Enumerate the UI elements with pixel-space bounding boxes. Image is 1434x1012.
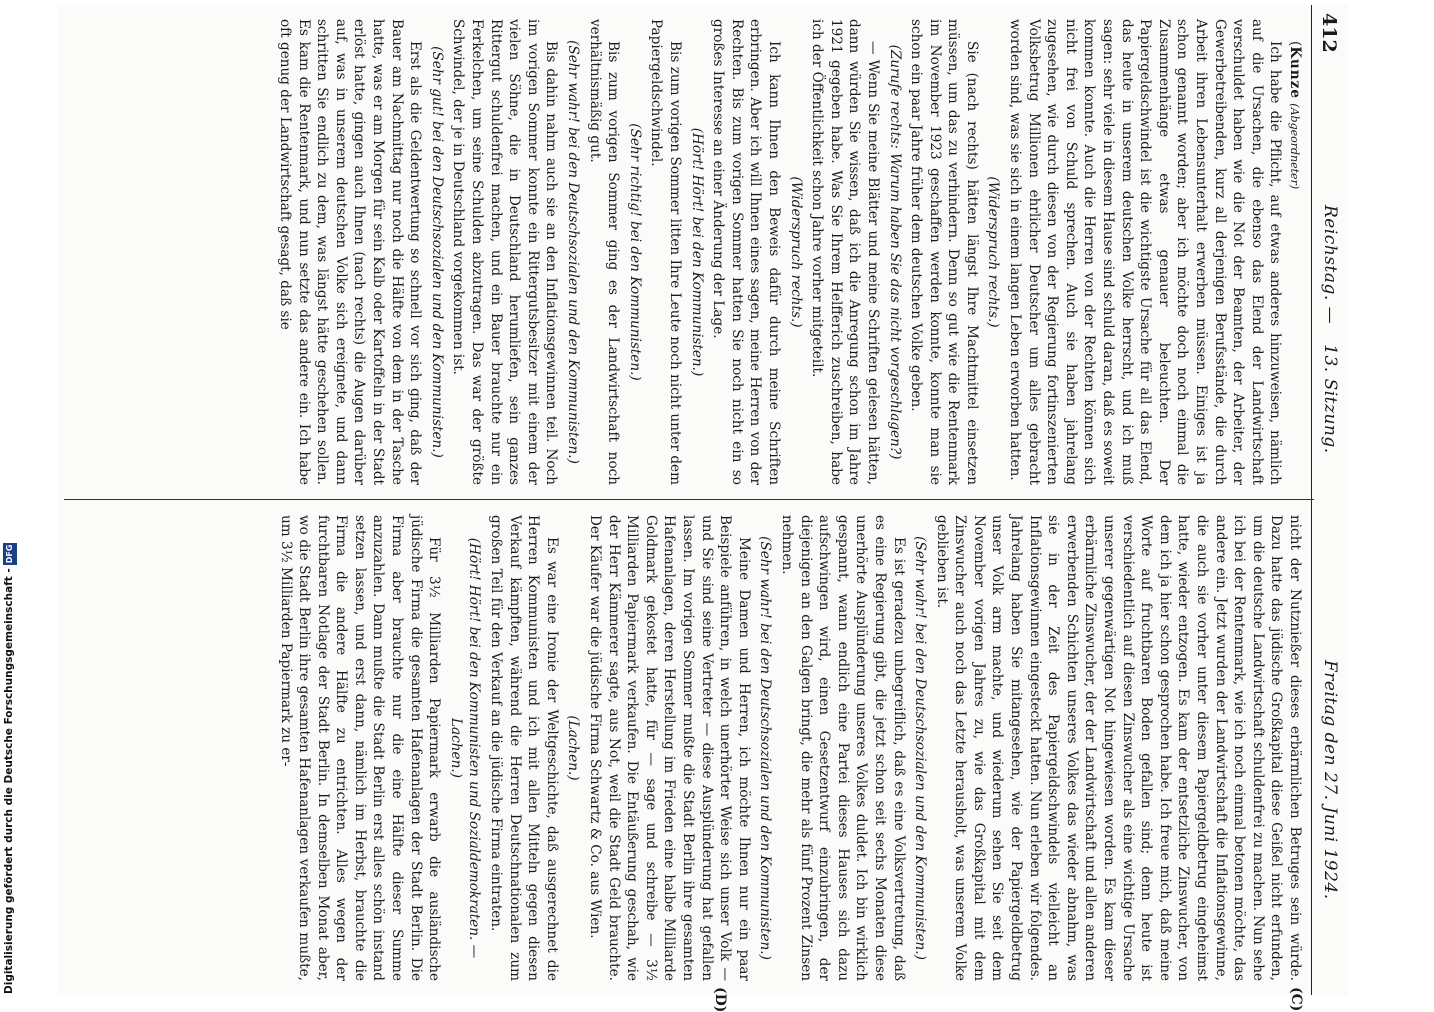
paragraph: Sie (nach rechts) hätten längst Ihre Machtmittel einsetzen müssen, um das zu verhindern. Denn so gut wie die Rentenmark im November 1923 geschaffen werden konnte, konnte man sie schon ein paar Jahre früher dem deutschen Volke geben. [907, 19, 981, 485]
paragraph: Für 3½ Milliarden Papiermark erwarb die ausländische jüdische Firma die gesamten Hafenanlagen der Stadt Berlin. Die Firma aber brauchte nur die eine Hälfte dieser Summe anzuzahlen. Dann mußte die Stadt Berlin erst alles schön instand setzen lassen, und erst dann, nämlich im Herbst, brauchte die Firma die andere Hälfte zu entrichten. Alles wegen der furchtbaren Notlage der Stadt Berlin. In demselben Monat aber, wo die Stadt Berlin ihre gesamten Hafenanlagen verkaufen mußte, um 3½ Milliarden Papiermark zu er- [276, 515, 443, 981]
margin-marker-c: (C) [1288, 987, 1304, 1011]
interjection: (Sehr wahr! bei den Deutschsozialen und den Kommunisten.) [756, 515, 775, 981]
page-number: 412 [1318, 13, 1340, 53]
interjection: (Sehr wahr! bei den Deutschsozialen und den Kommunisten.) [911, 515, 930, 981]
chamber-label: Reichstag. — [1320, 205, 1340, 324]
paragraph: Bis dahin nahm auch sie an den Inflationsgewinnen teil. Noch im vorigen Sommer konnte ein Rittergutsbesitzer mit einem der vielen Söhne, die in Deutschland herumliefen, sein ganzes Rittergut schuldenfrei machen, und ein Bauer brauchte nur ein Ferkelchen, um seine Schulden abzutragen. Das war der größte Schwindel, der je in Deutschland vorgekommen ist. [449, 19, 561, 485]
paragraph: Es war eine Ironie der Weltgeschichte, daß ausgerechnet die Herren Kommunisten und ich mit allen Mitteln gegen diesen Verkauf kämpften, während die Herren Deutschnationalen zum großen Teil für den Verkauf an die jüdische Firma eintraten. [486, 515, 560, 981]
interjection: (Sehr wahr! bei den Deutschsozialen und den Kommunisten.) [563, 19, 582, 485]
margin-marker-d: (D) [712, 987, 728, 1012]
paragraph: Bis zum vorigen Sommer ging es der Landwirtschaft noch verhältnismäßig gut. [585, 19, 622, 485]
paragraph: Meine Damen und Herren, ich möchte Ihnen nur ein paar Beispiele anführen, in welch unerhörter Weise sich unser Volk — und Sie sind seine Vertreter — diese Ausplünderung hat gefallen lassen. Im vorigen Sommer mußte die Stadt Berlin ihre gesamten Hafenanlagen, deren Herstellung im Frieden eine halbe Milliarde Goldmark gekostet hatte, für — sage und schreibe — 3½ Milliarden Papiermark verkaufen. Die Entäußerung geschah, wie der Herr Kämmerer sagte, aus Not, weil die Stadt Geld brauchte. Der Käufer war die jüdische Firma Schwartz & Co. aus Wien. [585, 515, 752, 981]
interjection: (Widerspruch rechts.) [786, 19, 805, 485]
header-rule [1311, 5, 1312, 995]
credit-text: Digitalisierung gefördert durch die Deutsche Forschungsgemeinschaft - [3, 568, 15, 994]
interjection: (Sehr richtig! bei den Kommunisten.) [625, 19, 644, 485]
speaker-name: Kunze [1287, 46, 1303, 99]
dfg-logo-icon: DFG [3, 543, 17, 566]
interjection: (Zurufe rechts: Warum haben Sie das nicht vorgeschlagen?) [885, 19, 904, 485]
left-column [276, 19, 1304, 485]
column-separator [64, 499, 1314, 500]
paragraph: Es ist geradezu unbegreiflich, daß es eine Volksvertretung, daß es eine Regierung gibt, die jetzt schon seit sechs Monaten diese unerhörte Ausplünderung unseres Volkes duldet. Ich bin wirklich gespannt, wann endlich eine Partei dieses Hauses sich dazu aufschwingen wird, einen Gesetzentwurf einzubringen, der diejenigen an den Galgen bringt, die mehr als fünf Prozent Zinsen nehmen. [777, 515, 907, 981]
scanned-page [58, 5, 1348, 995]
paragraph: — Wenn Sie meine Blätter und meine Schriften gelesen hätten, dann würden Sie wissen, daß ich die Anregung schon im Jahre 1921 gegeben habe. Was Sie Ihrem Helfferich zuschreiben, habe ich der Öffentlichkeit schon Jahre vorher mitgeteilt. [808, 19, 882, 485]
interjection: (Lachen.) [564, 515, 583, 981]
session-date: Freitag den 27. Juni 1924. [1320, 660, 1340, 900]
interjection: (Widerspruch rechts.) [984, 19, 1003, 485]
paragraph: Ich kann Ihnen den Beweis dafür durch meine Schriften erbringen. Aber ich will Ihnen eines sagen, meine Herren von der Rechten. Bis zum vorigen Sommer hatten Sie noch nicht ein so großes Interesse an einer Änderung der Lage. [709, 19, 783, 485]
paragraph: Ich habe die Pflicht, auf etwas anderes hinzuweisen, nämlich auf die Ursachen, die ebenso das Elend der Landwirtschaft verschuldet haben wie die Not der Beamten, der Arbeiter, der Gewerbetreibenden, kurz all derjenigen Berufsstände, die durch Arbeit ihren Lebensunterhalt erwerben müssen. Einiges ist ja schon genannt worden; aber ich möchte doch noch einmal die Zusammenhänge etwas genauer beleuchten. Der Papiergeldschwindel ist die wichtigste Ursache für all das Elend, das heute in unserem deutschen Volke herrscht, und ich muß sagen: sehr viele in diesem Hause sind schuld daran, daß es soweit kommen konnte. Auch die Herren von der Rechten können sich nicht frei von Schuld sprechen. Auch sie haben jahrelang zugesehen, wie durch diesen von der Regierung fortinszenierten Volksbetrug Millionen ehrlicher Deutscher um alles gebracht worden sind, was sie sich in einem langen Leben erworben hatten. [1006, 19, 1285, 485]
speaker-suffix: (Abgeordneter) [1288, 103, 1301, 189]
interjection: (Hört! Hört! bei den Kommunisten.) [687, 19, 706, 485]
session-label: 13. Sitzung. [1320, 344, 1340, 454]
interjection: (Hört! Hört! bei den Kommunisten und Sozialdemokraten. — Lachen.) [446, 515, 483, 981]
right-column [276, 515, 1304, 981]
paragraph: Erst als die Geldentwertung so schnell vor sich ging, daß der Bauer am Nachmittag nur noch die Hälfte von dem in der Tasche hatte, was er am Morgen für sein Kalb oder Kartoffeln in der Stadt erlöst hatte, gingen auch Ihnen (nach rechts) die Augen darüber auf, was in unserem deutschen Volke sich ereignete, und dann schritten Sie endlich zu dem, was längst hätte geschehen sollen. Es kam die Rentenmark, und nun setzte das andere ein. Ich habe oft genug der Landwirtschaft gesagt, daß sie [276, 19, 425, 485]
speaker-line: (Kunze (Abgeordneter) [1284, 19, 1304, 485]
paragraph: Bis zum vorigen Sommer litten Ihre Leute noch nicht unter dem Papiergeldschwindel. [647, 19, 684, 485]
page-header [1314, 5, 1340, 995]
interjection: (Sehr gut! bei den Deutschsozialen und den Kommunisten.) [427, 19, 446, 485]
paragraph: nicht der Nutznießer dieses erbärmlichen Betruges sein würde. Dazu hatte das jüdische Großkapital diese Geißel nicht erfunden, um die deutsche Landwirtschaft schuldenfrei zu machen. Nun sehe ich bei der Rentenmark, wie ich noch einmal betonen möchte, das andere ein. Jetzt wurden der Landwirtschaft die Inflationsgewinne, die auch sie vorher unter diesem Papiergeldbetrug eingeheimst hatte, wieder entzogen. Es kam der entsetzliche Zinswucher, von dem ich ja hier schon gesprochen habe. Ich freue mich, daß meine Worte auf fruchtbaren Boden gefallen sind; denn heute ist verschiedentlich auf diesen Zinswucher als eine wichtige Ursache unserer gegenwärtigen Not hingewiesen worden. Es kam dieser erbärmliche Zinswucher, der der Landwirtschaft und allen anderen erwerbenden Schichten unseres Volkes das wieder abnahm, was sie in der Zeit des Papiergeldschwindels vielleicht an Inflationsgewinnen eingesteckt hatten. Nun erleben wir folgendes. Jahrelang haben Sie mitangesehen, wie der Papiergeldbetrug unser Volk arm machte, und wiederum sehen Sie seit dem November vorigen Jahres zu, wie das Großkapital mit dem Zinswucher auch noch das Letzte herausholt, was unserem Volke geblieben ist. [932, 515, 1304, 981]
digitization-credit [2, 602, 16, 994]
running-title [1320, 205, 1340, 454]
